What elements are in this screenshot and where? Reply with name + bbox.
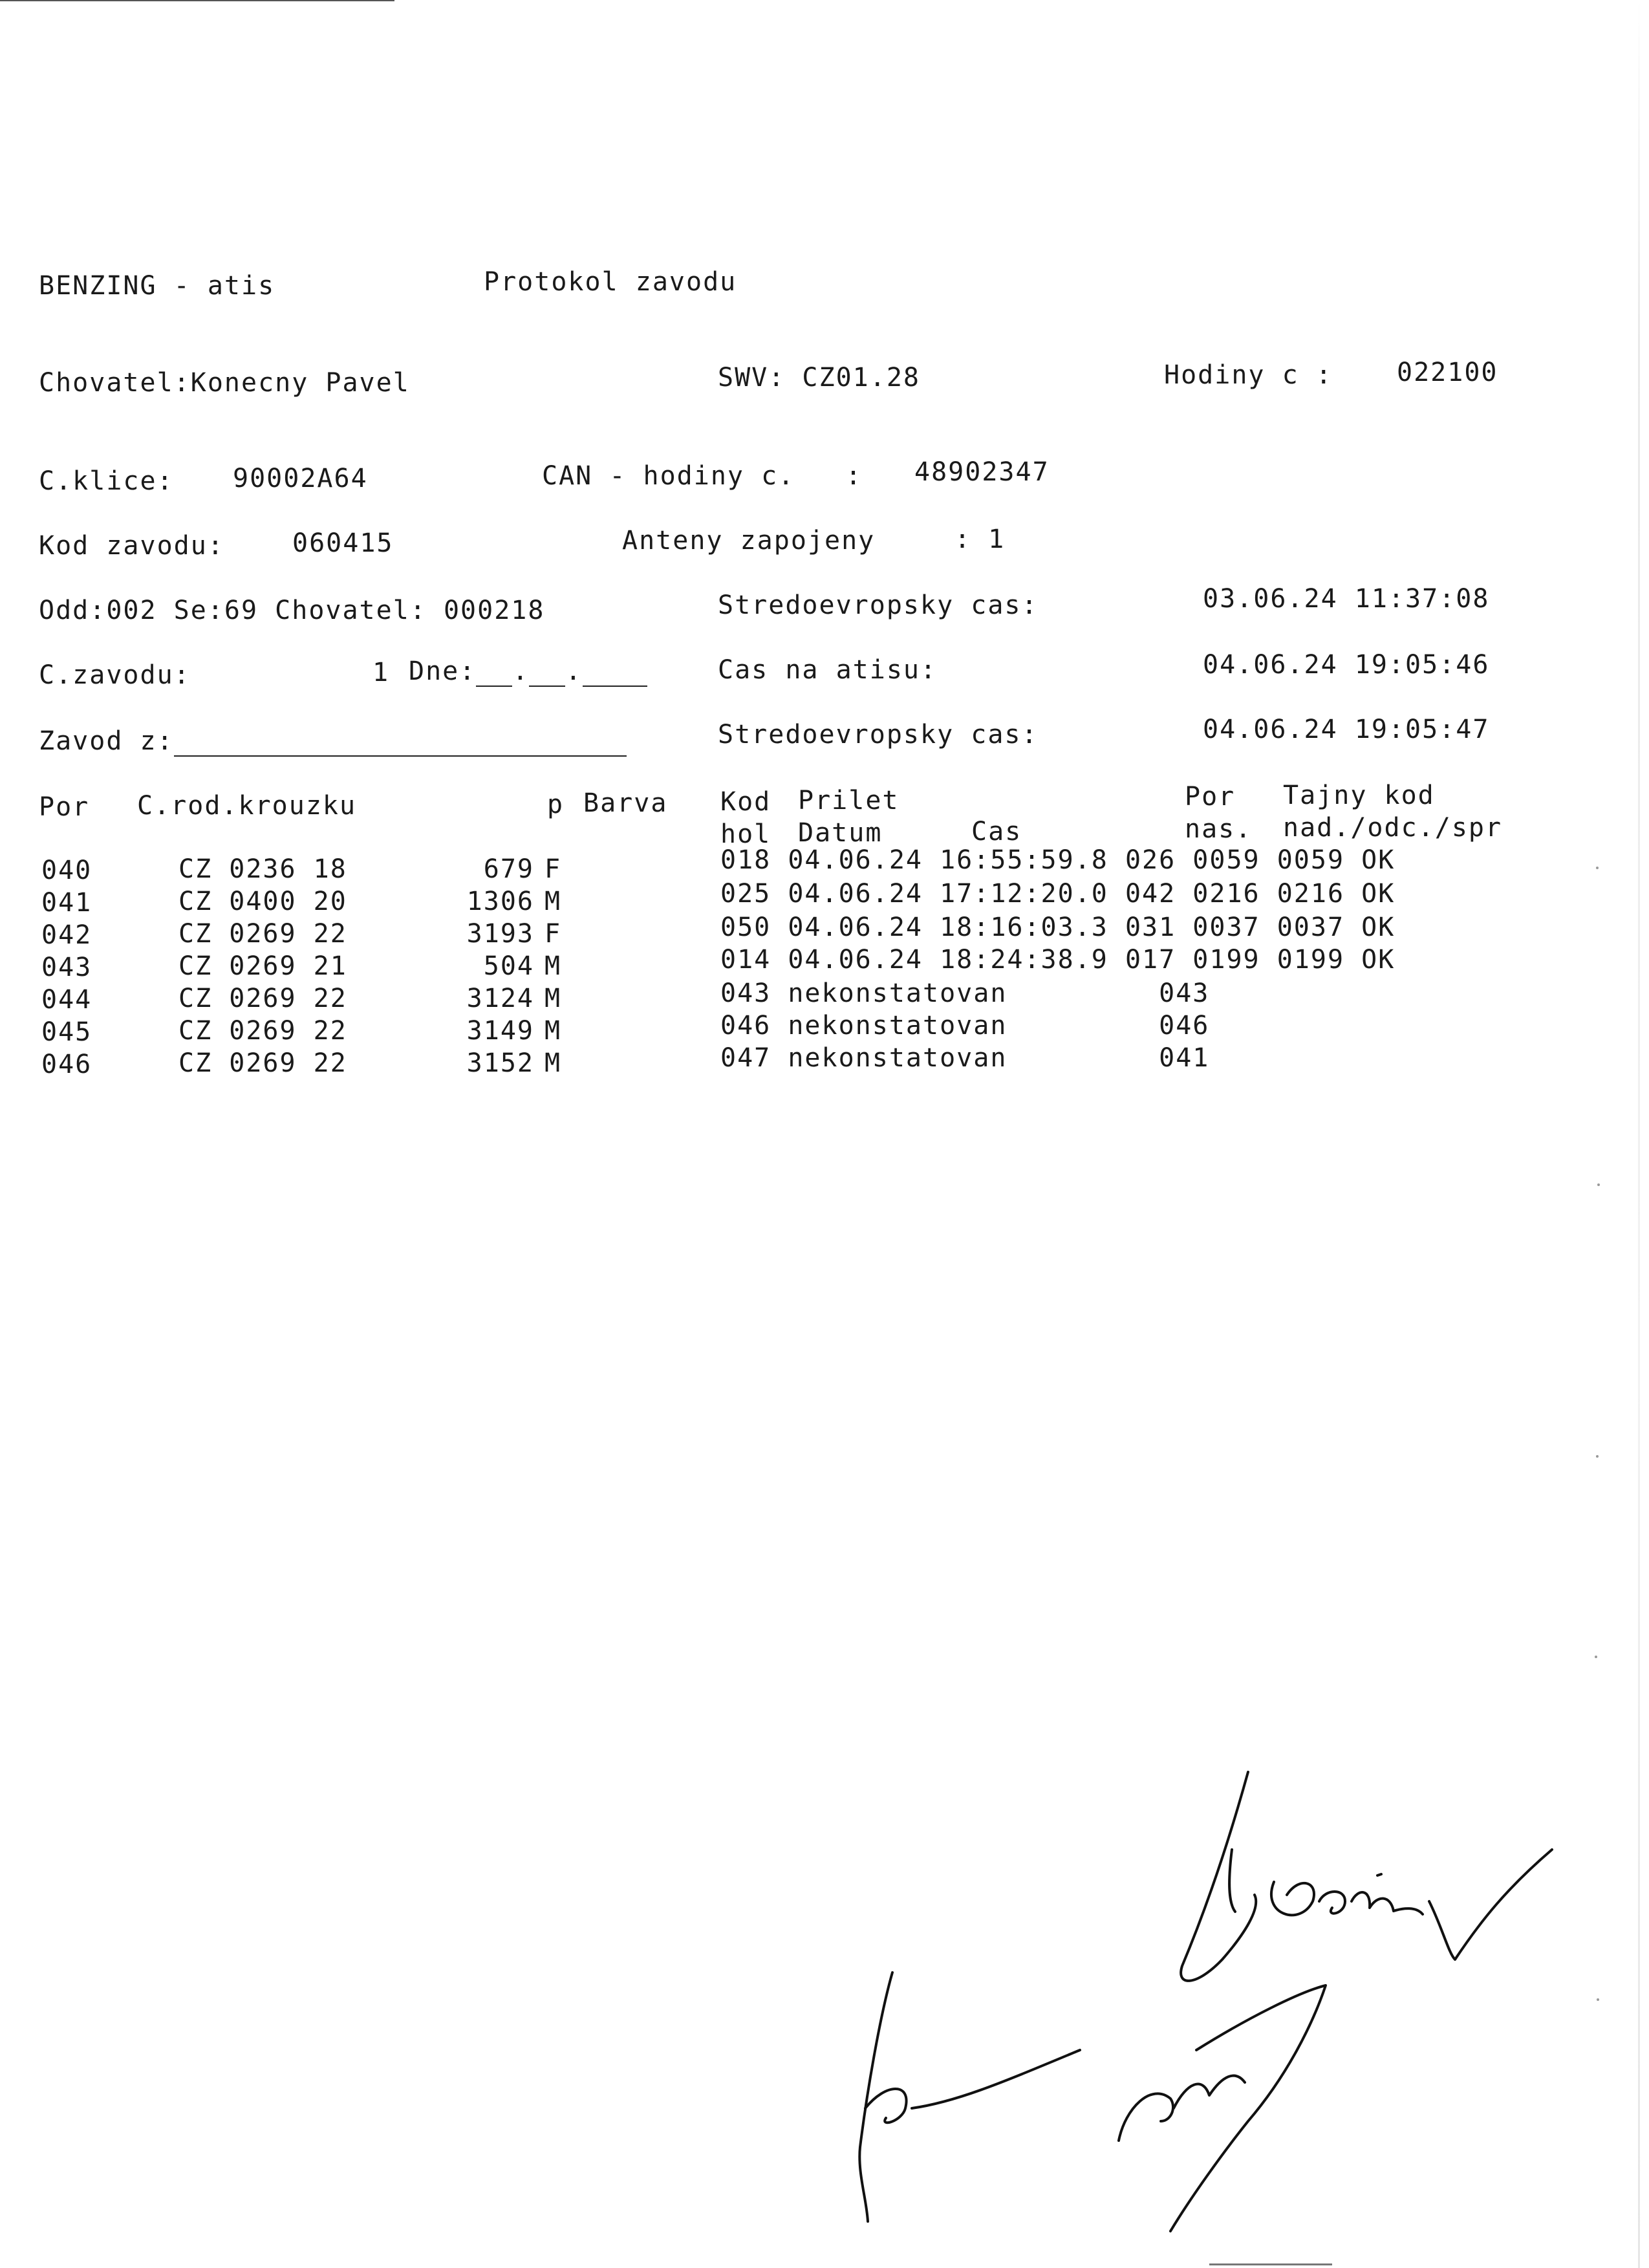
row-ring-number: 504 [483, 951, 534, 981]
scan-bottom-mark [1209, 2263, 1332, 2265]
col-header-date: Datum [798, 818, 883, 848]
col-header-arrival: Prilet [798, 786, 900, 815]
row-sex: M [544, 1016, 562, 1046]
brand-label: BENZING - atis [39, 271, 275, 301]
key-number-value: 90002A64 [233, 464, 368, 493]
race-code-label: Kod zavodu: [39, 531, 224, 561]
signature-bottom-left [859, 1972, 1080, 2221]
cet-time-label-2: Stredoevropsky cas: [718, 720, 1039, 750]
scan-top-edge [0, 0, 394, 1]
row-arrival: 046 nekonstatovan 046 [720, 1011, 1210, 1041]
race-date-label-text: Dne: [409, 656, 477, 686]
row-ring: CZ 0269 22 [178, 984, 347, 1013]
row-sex: F [544, 919, 562, 949]
date-blank-month [529, 664, 565, 687]
col-header-por: Por [39, 792, 90, 822]
row-arrival: 047 nekonstatovan 041 [720, 1043, 1210, 1073]
row-ring: CZ 0400 20 [178, 887, 347, 916]
row-ring: CZ 0236 18 [178, 854, 347, 884]
can-clock-label: CAN - hodiny c. : [542, 461, 863, 491]
race-from-label [39, 726, 627, 757]
antennas-value: : 1 [954, 524, 1006, 554]
row-por: 043 [41, 953, 92, 982]
row-ring-number: 3193 [466, 919, 534, 949]
row-ring-number: 3152 [466, 1048, 534, 1078]
col-header-color: Barva [583, 788, 668, 818]
scan-right-edge [1638, 0, 1640, 2268]
race-number-value: 1 [372, 658, 390, 687]
row-sex: M [544, 984, 562, 1013]
row-arrival: 025 04.06.24 17:12:20.0 042 0216 0216 OK [720, 879, 1396, 909]
row-arrival: 018 04.06.24 16:55:59.8 026 0059 0059 OK [720, 845, 1396, 875]
document-title: Protokol zavodu [484, 267, 737, 297]
row-por: 042 [41, 920, 92, 950]
row-por: 040 [41, 856, 92, 885]
race-code-value: 060415 [292, 528, 394, 558]
race-from-blank [174, 733, 627, 757]
col-header-por2: Por [1185, 782, 1236, 812]
row-arrival: 043 nekonstatovan 043 [720, 978, 1210, 1008]
signatures [808, 1746, 1584, 2251]
row-por: 045 [41, 1017, 92, 1047]
col-header-sex: p [547, 790, 565, 819]
row-ring: CZ 0269 21 [178, 951, 347, 981]
cet-time-value-2: 04.06.24 19:05:47 [1203, 715, 1490, 744]
row-sex: M [544, 887, 562, 916]
row-sex: M [544, 951, 562, 981]
row-ring: CZ 0269 22 [178, 1048, 347, 1078]
date-blank-day [476, 664, 512, 687]
race-from-label-text: Zavod z: [39, 726, 174, 756]
row-por: 044 [41, 985, 92, 1015]
row-ring: CZ 0269 22 [178, 1016, 347, 1046]
row-arrival: 014 04.06.24 18:24:38.9 017 0199 0199 OK [720, 945, 1396, 975]
col-header-nas: nas. [1185, 814, 1253, 844]
col-header-nad: nad./odc./spr [1283, 813, 1503, 843]
signature-top [1181, 1772, 1552, 1981]
row-arrival: 050 04.06.24 18:16:03.3 031 0037 0037 OK [720, 913, 1396, 942]
swv-version: SWV: CZ01.28 [718, 363, 920, 393]
cet-time-label-1: Stredoevropsky cas: [718, 590, 1039, 620]
row-ring-number: 3124 [466, 984, 534, 1013]
race-date-label: Dne: . . [409, 656, 647, 687]
row-ring: CZ 0269 22 [178, 919, 347, 949]
clock-number-label: Hodiny c : [1164, 360, 1333, 390]
atis-time-label: Cas na atisu: [718, 655, 938, 685]
col-header-secret-code: Tajny kod [1283, 781, 1435, 810]
race-number-label: C.zavodu: [39, 660, 191, 690]
date-blank-year [583, 664, 647, 687]
row-por: 041 [41, 888, 92, 918]
cet-time-value-1: 03.06.24 11:37:08 [1203, 584, 1490, 614]
row-ring-number: 3149 [466, 1016, 534, 1046]
col-header-code: Kod [720, 787, 771, 817]
atis-time-value: 04.06.24 19:05:46 [1203, 650, 1490, 680]
row-por: 046 [41, 1050, 92, 1079]
row-sex: F [544, 854, 562, 884]
key-number-label: C.klice: [39, 466, 174, 496]
clock-number-value: 022100 [1397, 358, 1498, 387]
can-clock-value: 48902347 [914, 457, 1050, 487]
row-sex: M [544, 1048, 562, 1078]
row-ring-number: 1306 [466, 887, 534, 916]
col-header-hol: hol [720, 819, 771, 849]
breeder-name: Chovatel:Konecny Pavel [39, 368, 410, 398]
col-header-ring: C.rod.krouzku [137, 791, 357, 821]
signature-bottom-right [1119, 1985, 1326, 2231]
antennas-label: Anteny zapojeny [622, 526, 876, 556]
row-ring-number: 679 [483, 854, 534, 884]
col-header-time: Cas [971, 817, 1022, 847]
section-line: Odd:002 Se:69 Chovatel: 000218 [39, 596, 545, 625]
